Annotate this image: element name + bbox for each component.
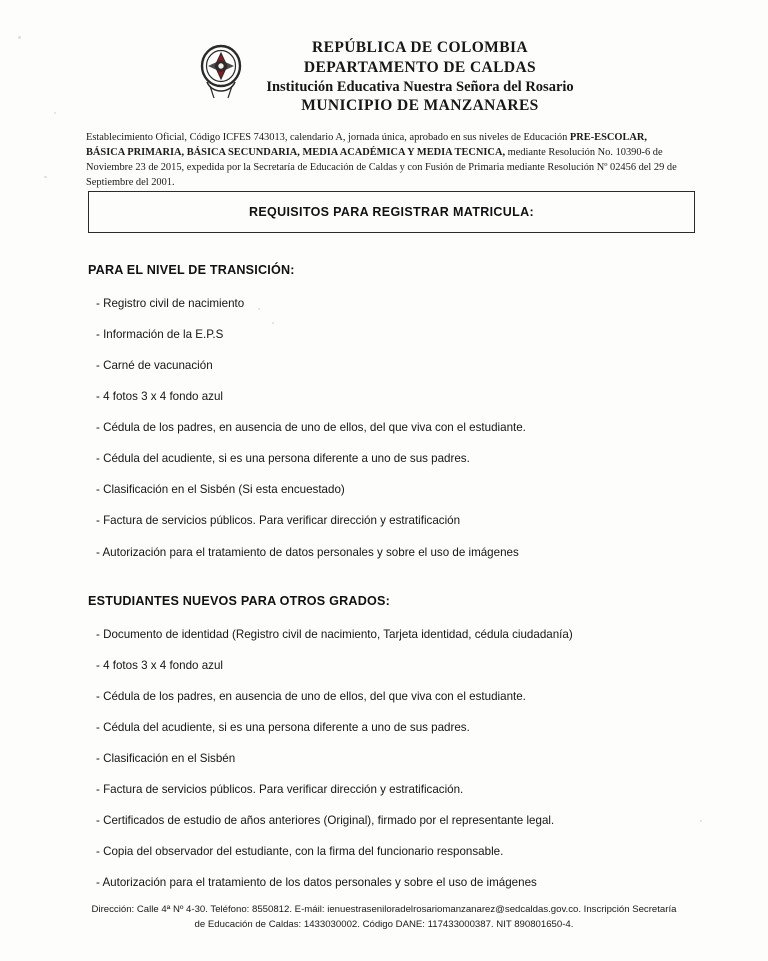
list-item: - Autorización para el tratamiento de los datos personales y sobre el uso de imágenes bbox=[96, 876, 537, 890]
header-line-country: REPÚBLICA DE COLOMBIA bbox=[312, 39, 528, 56]
list-item: - 4 fotos 3 x 4 fondo azul bbox=[96, 658, 223, 672]
list-item: - Carné de vacunación bbox=[96, 359, 213, 373]
section-title-transicion: PARA EL NIVEL DE TRANSICIÓN: bbox=[88, 263, 295, 277]
list-item: - Cédula de los padres, en ausencia de uno de ellos, del que viva con el estudiante. bbox=[96, 421, 526, 435]
list-item: - Factura de servicios públicos. Para verificar dirección y estratificación. bbox=[96, 782, 464, 796]
document-header bbox=[0, 38, 768, 116]
legal-text-bold: PRE-ESCOLAR, BÁSICA PRIMARIA, BÁSICA SECUNDARIA, MEDIA ACADÉMICA Y MEDIA TECNICA, bbox=[86, 132, 647, 159]
legal-paragraph bbox=[86, 130, 686, 190]
requirements-list-transicion bbox=[88, 296, 708, 560]
list-item: - Información de la E.P.S bbox=[96, 328, 224, 342]
list-item: - Factura de servicios públicos. Para verificar dirección y estratificación bbox=[96, 514, 461, 528]
legal-text-part2: mediante Resolución No. 10390-6 de Noviembre 23 de 2015, expedida por la Secretaría de Educación de Caldas y con Fusión de Primaria mediante Resolución Nº 02456 del 29 de Septiembre del 2001. bbox=[86, 147, 677, 189]
document-footer bbox=[0, 903, 768, 933]
list-item: - Registro civil de nacimiento bbox=[96, 297, 245, 310]
list-item: - Clasificación en el Sisbén (Si esta encuestado) bbox=[96, 483, 345, 497]
legal-text-part1: Establecimiento Oficial, Código ICFES 743013, calendario A, jornada única, aprobado en sus niveles de Educación bbox=[86, 132, 570, 143]
list-item: - Documento de identidad (Registro civil de nacimiento, Tarjeta identidad, cédula ciudadanía) bbox=[96, 627, 573, 641]
scan-speck bbox=[44, 176, 47, 178]
list-item: - Clasificación en el Sisbén bbox=[96, 751, 236, 765]
list-item: - Copia del observador del estudiante, con la firma del funcionario responsable. bbox=[96, 845, 504, 858]
institutional-crest-icon bbox=[194, 42, 248, 100]
requirements-list-nuevos bbox=[88, 627, 708, 891]
footer-line-2: de Educación de Caldas: 1433030002. Código DANE: 117433000387. NIT 890801650-4. bbox=[194, 919, 574, 931]
list-item: - Cédula del acudiente, si es una persona diferente a uno de sus padres. bbox=[96, 452, 470, 466]
header-line-department: DEPARTAMENTO DE CALDAS bbox=[303, 58, 537, 76]
document-body bbox=[88, 263, 708, 906]
section-title-nuevos: ESTUDIANTES NUEVOS PARA OTROS GRADOS: bbox=[88, 593, 390, 608]
list-item: - Certificados de estudio de años anteriores (Original), firmado por el representante legal. bbox=[96, 813, 555, 827]
header-line-institution: Institución Educativa Nuestra Señora del Rosario bbox=[266, 78, 574, 95]
list-item: - Cédula de los padres, en ausencia de uno de ellos, del que viva con el estudiante. bbox=[96, 689, 526, 703]
requirements-title-box bbox=[88, 191, 695, 233]
footer-line-1: Dirección: Calle 4ª Nº 4-30. Teléfono: 8550812. E-máil: ienuestraseniloradelrosariomanzanarez@sedcaldas.gov.co. Inscripción Secretaría bbox=[91, 904, 677, 916]
list-item: - 4 fotos 3 x 4 fondo azul bbox=[96, 390, 223, 404]
list-item: - Cédula del acudiente, si es una persona diferente a uno de sus padres. bbox=[96, 720, 470, 734]
header-line-municipality: MUNICIPIO DE MANZANARES bbox=[301, 97, 539, 115]
list-item: - Autorización para el tratamiento de datos personales y sobre el uso de imágenes bbox=[96, 545, 519, 559]
requirements-title-label: REQUISITOS PARA REGISTRAR MATRICULA: bbox=[248, 205, 535, 219]
